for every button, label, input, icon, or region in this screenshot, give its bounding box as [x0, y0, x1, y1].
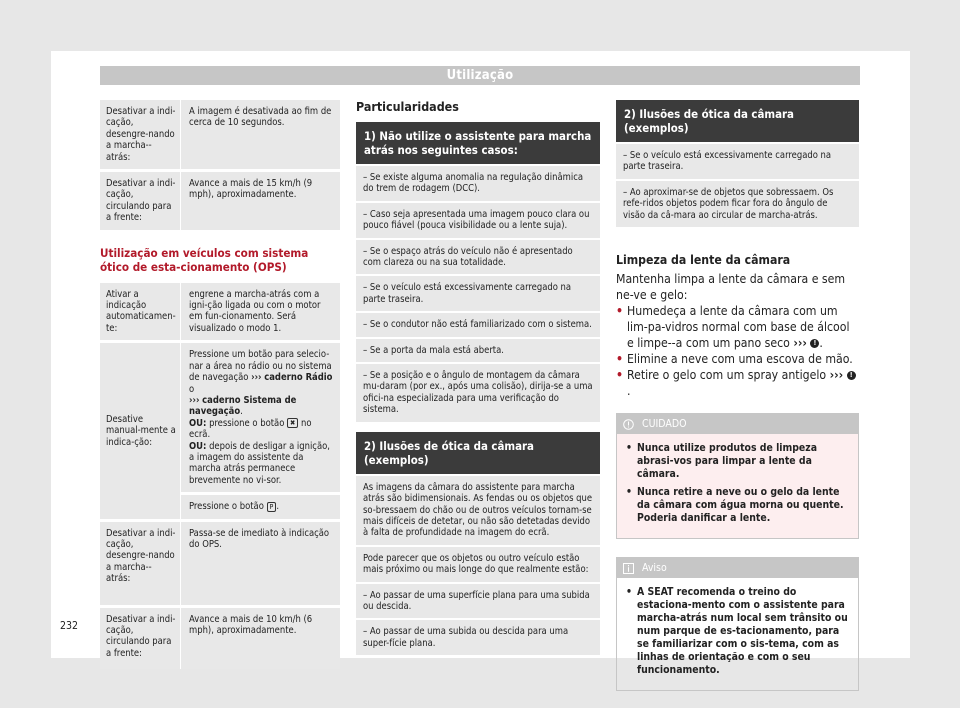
table-cell-value: Avance a mais de 15 km/h (9 mph), aproximadamente. [180, 172, 340, 230]
list-item: – Se o veículo está excessivamente carregado na parte traseira. [356, 276, 600, 311]
ops-heading: Utilização em veículos com sistema ótico de esta-cionamento (OPS) [100, 245, 309, 274]
caution-item: • Nunca retire a neve ou o gelo da lente da câmara com água morna ou quente. Poderia danificar a lente. [626, 486, 844, 525]
aviso-label: Aviso [642, 562, 667, 575]
info-icon [623, 563, 634, 574]
list-item: Pode parecer que os objetos ou outro veículo estão mais próximo ou mais longe do que realmente estão: [356, 547, 600, 582]
bullet-item [616, 351, 859, 367]
parking-key-icon: P [267, 502, 277, 512]
aviso-text: A SEAT recomenda o treino do estaciona-mento com o assistente para marcha-atrás num local sem trânsito ou num parque de es-tacionamento, para se familiarizar com o sis-tema, com as linhas de orientação e com o seu funcionamento. [637, 586, 848, 677]
page-header: Utilização [100, 66, 860, 85]
column-left [100, 100, 340, 672]
bullet-text: Retire o gelo com um spray antigelo [627, 368, 827, 383]
intro-text: Mantenha limpa a lente da câmara e sem ne-ve e gelo: [616, 272, 846, 303]
caution-header [617, 414, 858, 434]
cross-ref-arrow-icon[interactable]: ››› [793, 336, 807, 351]
warning-ref-icon: ! [810, 339, 819, 348]
table-cell-stack [180, 343, 340, 518]
text: depois de desligar a ignição, a imagem do assistente da marcha atrás permanece brevemente no vi-sor. [189, 440, 330, 486]
caution-label: CUIDADO [642, 418, 687, 431]
ref-link[interactable]: caderno Sistema de navegação [189, 394, 297, 418]
table-subcell [181, 492, 340, 518]
caution-body [617, 434, 858, 538]
warning-ref-icon: ! [847, 371, 856, 380]
cross-ref-arrow-icon: ››› [189, 394, 200, 406]
page-number: 232 [60, 620, 79, 632]
ref-link[interactable]: caderno Rádio [264, 372, 333, 384]
caution-item: • Nunca utilize produtos de limpeza abrasi-vos para limpar a lente da câmara. [626, 442, 817, 481]
section-title: Limpeza da lente da câmara [616, 253, 791, 268]
list-item: – Se o condutor não está familiarizado com o sistema. [356, 313, 600, 336]
notes-box-title: 2) Ilusões de ótica da câmara (exemplos) [356, 432, 600, 474]
list-item: – Se existe alguma anomalia na regulação dinâmica do trem de rodagem (DCC). [356, 166, 600, 201]
text: o [189, 383, 195, 395]
list-item: – Caso seja apresentada uma imagem pouco clara ou pouco fiável (pouca visibilidade ou a lente suja). [356, 203, 600, 238]
list-item: – Ao passar de uma subida ou descida para uma super-fície plana. [356, 620, 600, 655]
column-right [616, 100, 859, 691]
close-key-icon: ✖ [287, 418, 298, 428]
table-row [100, 172, 340, 230]
list-item: – Ao passar de uma superfície plana para uma subida ou descida. [356, 584, 600, 619]
or-label: OU: [189, 417, 207, 429]
text: pressione o botão [206, 417, 288, 429]
text: . [276, 501, 280, 513]
bullet-item: • Retire o gelo com um spray antigelo ››› !. [616, 367, 859, 399]
text: no ecrã. [189, 417, 312, 441]
caution-text: Nunca utilize produtos de limpeza abrasi-vos para limpar a lente da câmara. [637, 442, 817, 481]
notes-box-title: 1) Não utilize o assistente para marcha atrás nos seguintes casos: [356, 122, 600, 164]
table-cell-value: Passa-se de imediato à indicação do OPS. [180, 522, 340, 605]
table-row [100, 283, 340, 341]
aviso-box [616, 557, 859, 691]
bullet-icon: • [616, 368, 624, 383]
cross-ref-arrow-icon: ››› [251, 372, 262, 384]
cross-ref-arrow-icon[interactable]: ››› [829, 368, 844, 383]
bullet-text: Elimine a neve com uma escova de mão. [627, 352, 853, 367]
bullet-icon: • [616, 304, 624, 319]
table-row [100, 100, 340, 169]
table-row [100, 522, 340, 605]
list-item: – Ao aproximar-se de objetos que sobressaem. Os refe-ridos objetos podem ficar fora do ângulo de visão da câ-mara ao circular de marcha-atrás. [616, 181, 859, 227]
notes-box-title: 2) Ilusões de ótica da câmara (exemplos) [616, 100, 859, 142]
table-row [100, 343, 340, 518]
list-item: – Se o espaço atrás do veículo não é apresentado com clareza ou na sua totalidade. [356, 240, 600, 275]
text: Pressione um botão para selecio-nar a área no rádio ou no sistema de navegação [189, 349, 332, 384]
bullet-item: • Humedeça a lente da câmara com um lim-pa-vidros normal com base de álcool e limpe--a com um pano seco ››› ! . [616, 304, 850, 351]
table-row [100, 608, 340, 670]
table-cell-label: Desativar a indi-cação, circulando para a frente: [106, 613, 176, 659]
table-cell-label: Ativar a indicação automaticamen-te: [106, 288, 176, 334]
table-cell-label: Desativar a indi-cação, desengre-nando a marcha--atrás: [106, 527, 176, 585]
table-cell-label [100, 343, 180, 518]
table-subcell [181, 343, 340, 492]
bullet-icon: • [616, 352, 624, 367]
caution-box [616, 413, 859, 539]
table-cell-value: engrene a marcha-atrás com a igni-ção ligada ou com o motor em fun-cionamento. Será visualizado o modo 1. [180, 283, 340, 341]
table-cell-value: Avance a mais de 10 km/h (6 mph), aproximadamente. [180, 608, 340, 670]
table-cell-label: Desativar a indi-cação, circulando para a frente: [106, 178, 176, 224]
list-item: – Se a posição e o ângulo de montagem da câmara mu-daram (por ex., após uma colisão), dirija-se a uma ofici-na especializada para uma verificação do sistema. [356, 364, 600, 422]
text: Pressione o botão [189, 501, 267, 513]
aviso-item: • A SEAT recomenda o treino do estaciona-mento com o assistente para marcha-atrás num local sem trânsito ou num parque de es-tacionamento, para se familiarizar com o sis-tema, com as linhas de orientação e com o seu funcionamento. [626, 586, 848, 677]
aviso-body [617, 578, 858, 690]
text: . [240, 406, 243, 418]
table-cell-value: A imagem é desativada ao fim de cerca de 10 segundos. [180, 100, 340, 169]
aviso-header [617, 558, 858, 578]
column-middle [356, 100, 600, 655]
list-item: – Se a porta da mala está aberta. [356, 339, 600, 362]
label-text: Desative manual-mente a indica-ção: [106, 413, 176, 448]
or-label: OU: [189, 440, 207, 452]
table-cell-label: Desativar a indi-cação, desengre-nando a marcha--atrás: [106, 106, 176, 163]
list-item: – Se o veículo está excessivamente carregado na parte traseira. [616, 144, 859, 179]
section-title: Particularidades [356, 99, 459, 114]
bullet-text: Humedeça a lente da câmara com um lim-pa-vidros normal com base de álcool e limpe--a com um pano seco [627, 304, 850, 351]
list-item: As imagens da câmara do assistente para marcha atrás são bidimensionais. As fendas ou os objetos que so-bressaem do chão ou de outros veículos tornam-se mais difíceis de detetar, ou não são detetadas devido à falta de profundidade na imagem do ecrã. [356, 476, 600, 545]
caution-icon [623, 419, 634, 430]
caution-text: Nunca retire a neve ou o gelo da lente da câmara com água morna ou quente. Poderia danificar a lente. [637, 486, 844, 525]
